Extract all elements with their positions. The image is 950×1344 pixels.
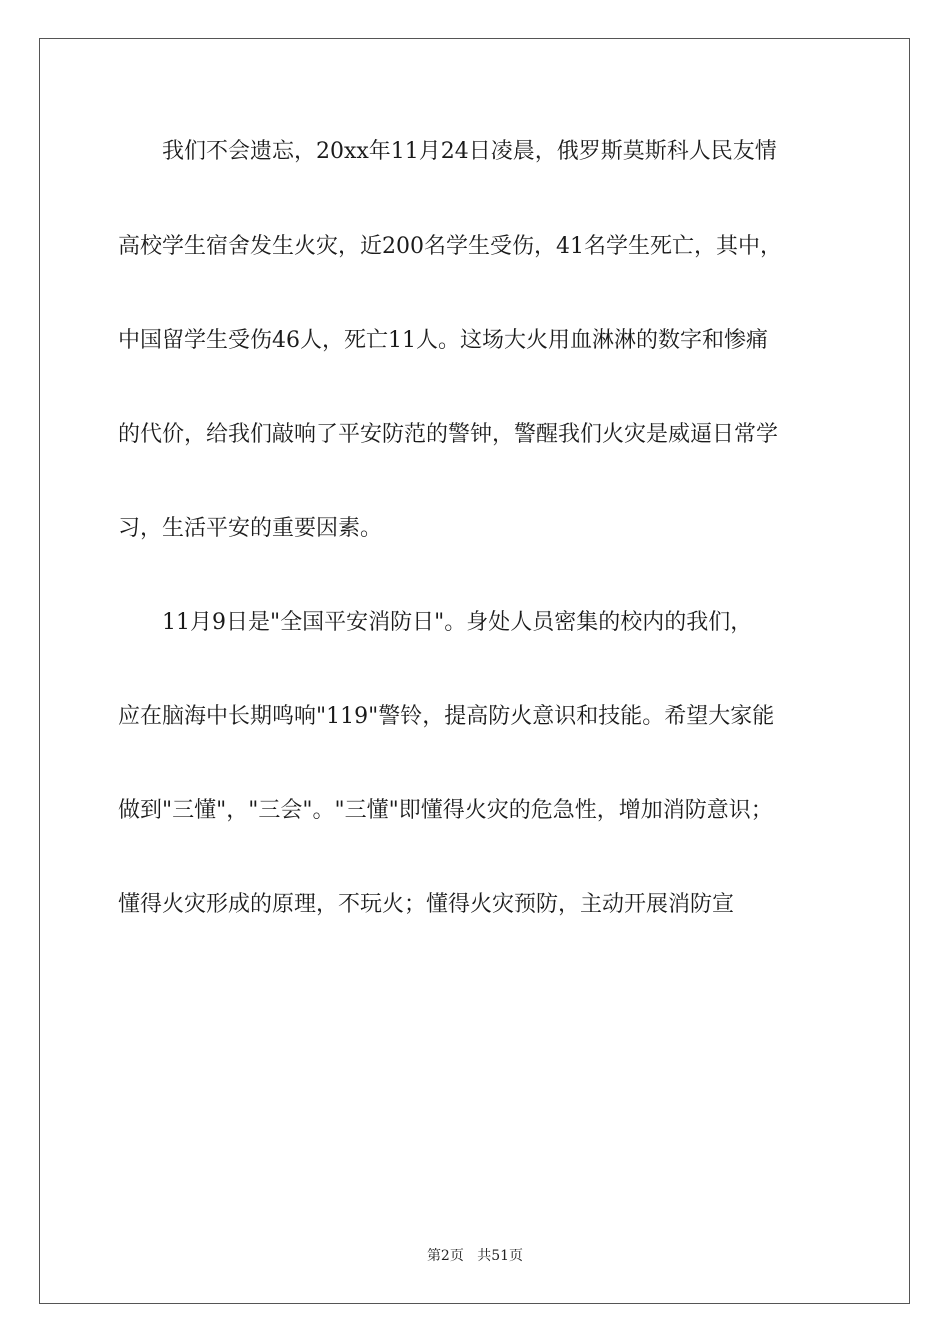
text-line: 11月9日是"全国平安消防日"。身处人员密集的校内的我们，: [118, 610, 753, 635]
text-line: 习，生活平安的重要因素。: [118, 516, 383, 541]
text-line: 应在脑海中长期鸣响"119"警铃，提高防火意识和技能。希望大家能: [118, 704, 775, 729]
page-footer: [0, 1246, 950, 1266]
text-line: 做到"三懂"，"三会"。"三懂"即懂得火灾的危急性，增加消防意识；: [118, 798, 773, 823]
text-line: 懂得火灾形成的原理，不玩火；懂得火灾预防，主动开展消防宣: [118, 892, 735, 917]
page-border: [39, 38, 910, 1304]
page-number: 第2页: [426, 1248, 464, 1264]
text-line: 的代价，给我们敲响了平安防范的警钟，警醒我们火灾是威逼日常学: [118, 422, 779, 447]
text-line: 我们不会遗忘，20xx年11月24日凌晨，俄罗斯莫斯科人民友情: [118, 139, 777, 164]
page-total: 共51页: [477, 1248, 524, 1264]
text-line: 中国留学生受伤46人，死亡11人。这场大火用血淋淋的数字和惨痛: [118, 328, 768, 353]
text-line: 高校学生宿舍发生火灾，近200名学生受伤，41名学生死亡，其中，: [118, 234, 782, 259]
